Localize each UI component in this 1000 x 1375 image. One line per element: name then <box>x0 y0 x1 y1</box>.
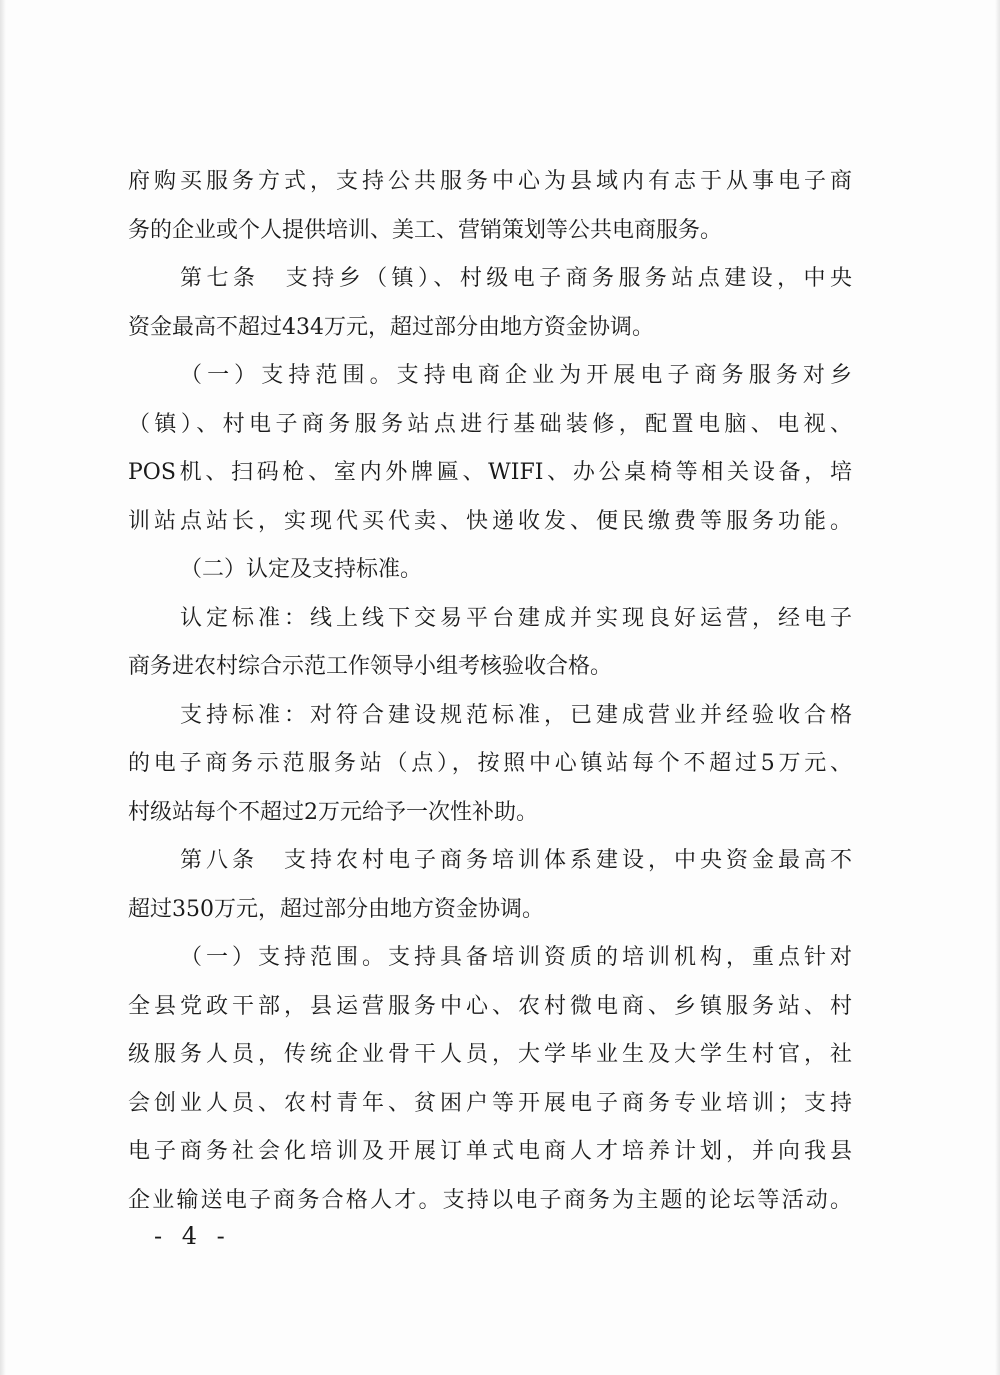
text-line: 务的企业或个人提供培训、美工、营销策划等公共电商服务。 <box>128 217 723 243</box>
text-line: （镇）、村电子商务服务站点进行基础装修，配置电脑、电视、 <box>128 411 852 437</box>
article-7-heading: 第七条 支持乡（镇）、村级电子商务服务站点建设，中央 <box>180 266 852 291</box>
scan-edge-left <box>0 0 6 1375</box>
text-line: 的电子商务示范服务站（点），按照中心镇站每个不超过5万元、 <box>128 751 852 776</box>
page-number: - 4 - <box>154 1222 231 1250</box>
body-text <box>128 158 852 1225</box>
standard-heading: （二）认定及支持标准。 <box>180 557 423 582</box>
text-line: 超过350万元，超过部分由地方资金协调。 <box>128 896 544 922</box>
text-line: 全县党政干部，县运营服务中心、农村微电商、乡镇服务站、村 <box>128 993 852 1019</box>
text-line: 训站点站长，实现代买代卖、快递收发、便民缴费等服务功能。 <box>128 508 852 534</box>
text-line: 村级站每个不超过2万元给予一次性补助。 <box>128 799 538 825</box>
article-8-heading: 第八条 支持农村电子商务培训体系建设，中央资金最高不 <box>180 848 852 873</box>
text-line: 府购买服务方式，支持公共服务中心为县域内有志于从事电子商 <box>128 169 852 194</box>
text-line: 企业输送电子商务合格人才。支持以电子商务为主题的论坛等活动。 <box>128 1187 852 1213</box>
text-line: 会创业人员、农村青年、贫困户等开展电子商务专业培训；支持 <box>128 1090 852 1116</box>
support-standard: 支持标准：对符合建设规范标准，已建成营业并经验收合格 <box>180 702 852 728</box>
text-line: 资金最高不超过434万元，超过部分由地方资金协调。 <box>128 314 654 340</box>
support-scope-heading: （一）支持范围。支持电商企业为开展电子商务服务对乡 <box>180 363 852 388</box>
text-line: 商务进农村综合示范工作领导小组考核验收合格。 <box>128 654 613 679</box>
text-line: 级服务人员，传统企业骨干人员，大学毕业生及大学生村官，社 <box>128 1042 852 1067</box>
text-line: 电子商务社会化培训及开展订单式电商人才培养计划，并向我县 <box>128 1139 852 1164</box>
certification-standard: 认定标准：线上线下交易平台建成并实现良好运营，经电子 <box>180 605 852 631</box>
scan-edge-right <box>995 0 1000 1375</box>
text-line: POS机、扫码枪、室内外牌匾、WIFI、办公桌椅等相关设备，培 <box>128 460 852 485</box>
training-scope-heading: （一）支持范围。支持具备培训资质的培训机构，重点针对 <box>180 945 852 970</box>
